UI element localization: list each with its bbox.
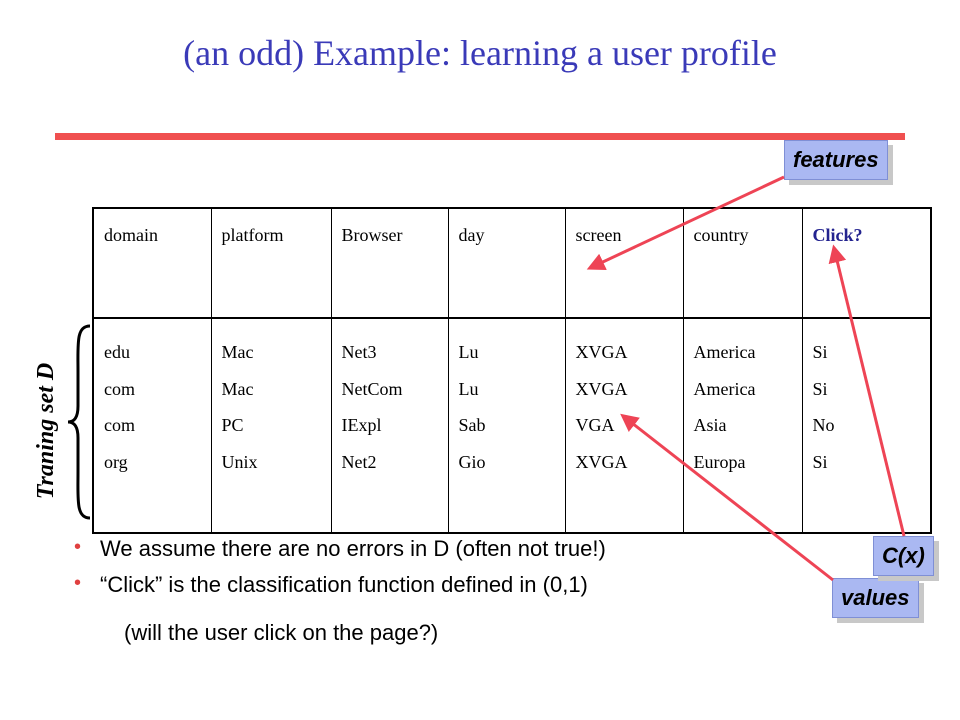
table-cell: com bbox=[104, 378, 135, 399]
table-cell: No bbox=[812, 415, 835, 435]
table-cell: XVGA bbox=[575, 378, 628, 399]
table-cell: Europa bbox=[693, 451, 746, 472]
table-cell: IExpl bbox=[341, 415, 382, 435]
table-cell: Si bbox=[812, 342, 828, 362]
table-cell: Si bbox=[812, 451, 828, 472]
table-cell: America bbox=[693, 342, 756, 362]
bullet-text: We assume there are no errors in D (often not true!) bbox=[100, 536, 606, 561]
bullet-dot-icon: • bbox=[74, 572, 82, 594]
header-screen: screen bbox=[565, 208, 683, 318]
values-arrow bbox=[623, 416, 833, 580]
header-domain: domain bbox=[104, 225, 158, 245]
table-cell: Lu bbox=[458, 378, 479, 399]
header-platform: platform bbox=[211, 208, 331, 318]
table-cell: NetCom bbox=[341, 378, 403, 399]
table-cell: com bbox=[104, 415, 135, 435]
table-cell: Mac bbox=[221, 342, 254, 362]
header-browser: Browser bbox=[331, 208, 448, 318]
table-cell: Mac bbox=[221, 378, 254, 399]
table-cell: Net3 bbox=[341, 342, 377, 362]
bullet-continuation: (will the user click on the page?) bbox=[124, 620, 439, 645]
table-cell: Sab bbox=[458, 415, 486, 435]
table-cell: Si bbox=[812, 378, 828, 399]
table-cell: Asia bbox=[693, 415, 727, 435]
bullet-dot-icon: • bbox=[74, 536, 82, 558]
table-cell: org bbox=[104, 451, 128, 472]
header-day: day bbox=[448, 208, 565, 318]
cx-callout: C(x) bbox=[873, 536, 934, 576]
bullet-text: “Click” is the classification function defined in (0,1) bbox=[100, 572, 588, 597]
table-cell: XVGA bbox=[575, 342, 628, 362]
features-callout: features bbox=[784, 140, 888, 180]
table-cell: Lu bbox=[458, 342, 479, 362]
table-cell: America bbox=[693, 378, 756, 399]
values-callout: values bbox=[832, 578, 919, 618]
training-set-label: Traning set D bbox=[33, 362, 59, 500]
table-cell: PC bbox=[221, 415, 244, 435]
header-country: country bbox=[683, 208, 802, 318]
cx-arrow bbox=[834, 248, 904, 536]
table-cell: XVGA bbox=[575, 451, 628, 472]
table-cell: Net2 bbox=[341, 451, 377, 472]
table-cell: VGA bbox=[575, 415, 615, 435]
table-cell: edu bbox=[104, 342, 130, 362]
header-click: Click? bbox=[802, 208, 931, 318]
table-cell: Unix bbox=[221, 451, 258, 472]
features-arrow bbox=[590, 177, 784, 268]
table-cell: Gio bbox=[458, 451, 486, 472]
slide-title: (an odd) Example: learning a user profile bbox=[183, 33, 777, 73]
